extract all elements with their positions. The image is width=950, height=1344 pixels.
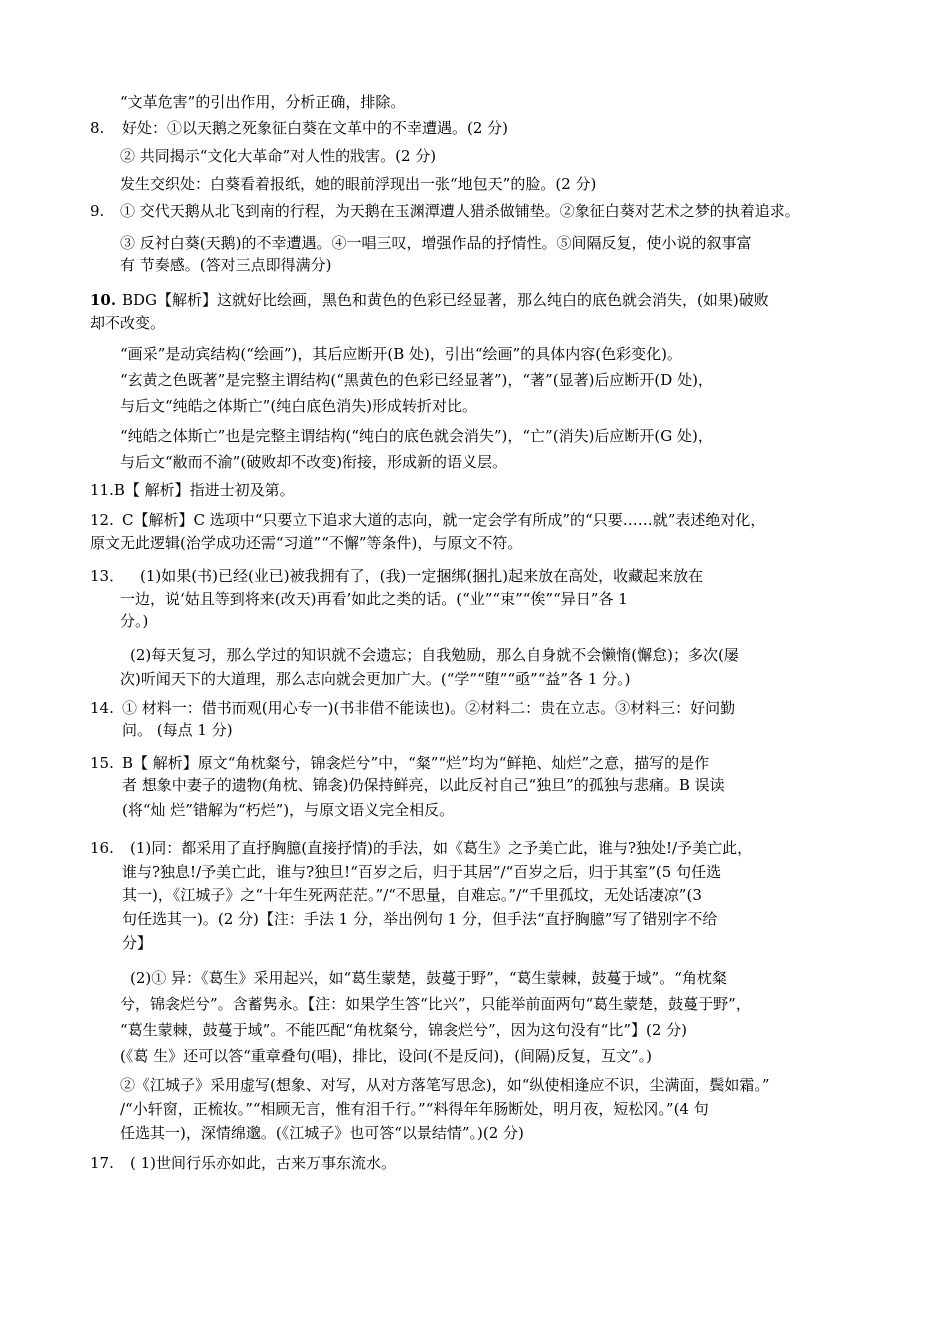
text-line: “葛生蒙棘，鼓蔓于域”。不能匹配“角枕粲兮，锦衾烂兮”，因为这句没有“比”】(2 分) — [120, 1021, 688, 1039]
text-line: (将“灿 烂”错解为“朽烂”)，与原文语义完全相反。 — [122, 801, 455, 819]
text-line: “画采”是动宾结构(“绘画”)，其后应断开(B 处)，引出“绘画”的具体内容(色彩变化)。 — [120, 345, 682, 363]
question-number: 8. — [90, 119, 105, 137]
text-line: 好处：①以天鹅之死象征白葵在文革中的不幸遭遇。(2 分) — [122, 119, 509, 137]
text-line: 其一)，《江城子》之“十年生死两茫茫。”/“不思量，自难忘。”/“千里孤坟，无处话凄凉”(3 — [122, 886, 702, 904]
text-line: ① 交代天鹅从北飞到南的行程，为天鹅在玉渊潭遭人猎杀做铺垫。②象征白葵对艺术之梦的执着追求。 — [120, 202, 800, 220]
text-line: 问。 (每点 1 分) — [122, 721, 233, 739]
question-number: 16. — [90, 839, 114, 857]
text-line: 兮，锦衾烂兮”。含蓄隽永。【注：如果学生答“比兴”，只能举前面两句“葛生蒙楚，鼓蔓于野”， — [120, 995, 751, 1013]
text-line: 有 节奏感。(答对三点即得满分) — [120, 256, 332, 274]
text-line: (2)每天复习，那么学过的知识就不会遗忘；自我勉励，那么自身就不会懒惰(懈怠)；多次(屡 — [130, 646, 739, 664]
text-line: 分。) — [120, 612, 149, 630]
text-line: ③ 反衬白葵(天鹅)的不幸遭遇。④一唱三叹，增强作品的抒情性。⑤间隔反复，使小说的叙事富 — [120, 234, 752, 252]
text-line: 原文无此逻辑(治学成功还需“习道”“不懈”等条件)，与原文不符。 — [90, 534, 523, 552]
text-line: 一边，说‘姑且等到将来(改天)再看’如此之类的话。(“业”“束”“俟”“异日”各 1 — [120, 590, 628, 608]
text-line: B【 解析】原文“角枕粲兮，锦衾烂兮”中，“粲”“烂”均为“鲜艳、灿烂”之意，描写的是作 — [122, 754, 710, 772]
text-line: (2)① 异：《葛生》采用起兴，如“葛生蒙楚，鼓蔓于野”，“葛生蒙棘，鼓蔓于域”。“角枕粲 — [130, 969, 727, 987]
text-line: (1)如果(书)已经(业已)被我拥有了，(我)一定捆绑(捆扎)起来放在高处，收藏起来放在 — [140, 567, 704, 585]
question-number: 14. — [90, 699, 114, 717]
text-line: 句任选其一)。(2 分)【注：手法 1 分，举出例句 1 分，但手法“直抒胸臆”写了错别字不给 — [122, 910, 718, 928]
text-line: 谁与?独息!/予美亡此，谁与?独旦!“百岁之后，归于其居”/“百岁之后，归于其室”(5 句任选 — [122, 863, 722, 881]
text-line: 次)听闻天下的大道理，那么志向就会更加广大。(“学”“堕”“亟”“益”各 1 分。) — [120, 670, 631, 688]
text-line: “纯皓之体斯亡”也是完整主谓结构(“纯白的底色就会消失”)，“亡”(消失)后应断开(G 处)， — [120, 427, 713, 445]
question-number: 17. — [90, 1154, 114, 1172]
question-number: 12. — [90, 511, 114, 529]
text-line: 者 想象中妻子的遗物(角枕、锦衾)仍保持鲜亮，以此反衬自己“独旦”的孤独与悲痛。B 误读 — [122, 776, 725, 794]
question-number: 13． — [90, 567, 125, 585]
text-line: C【解析】C 选项中“只要立下追求大道的志向，就一定会学有所成”的“只要……就”表述绝对化， — [122, 511, 766, 529]
text-line: 11.B【 解析】指进士初及第。 — [90, 481, 295, 499]
text-line: 任选其一)，深情绵邈。(《江城子》也可答“以景结情”。)(2 分) — [120, 1124, 524, 1142]
text-line: 发生交织处：白葵看着报纸，她的眼前浮现出一张“地包天”的脸。(2 分) — [120, 175, 597, 193]
question-number: 9. — [90, 202, 105, 220]
text-line: BDG【解析】这就好比绘画，黑色和黄色的色彩已经显著，那么纯白的底色就会消失，(如果)破败 — [122, 291, 769, 309]
text-line: 与后文“纯皓之体斯亡”(纯白底色消失)形成转折对比。 — [120, 397, 478, 415]
text-line: 分】 — [122, 934, 153, 952]
text-line: “玄黄之色既著”是完整主谓结构(“黑黄色的色彩已经显著”)，“著”(显著)后应断开(D 处)， — [120, 371, 713, 389]
text-line: ② 共同揭示“文化大革命”对人性的戕害。(2 分) — [120, 147, 437, 165]
text-line: “文革危害”的引出作用，分析正确，排除。 — [120, 93, 406, 111]
text-line: 却不改变。 — [90, 314, 166, 332]
text-line: ②《江城子》采用虚写(想象、对写，从对方落笔写思念)，如“纵使相逢应不识，尘满面，鬓如霜。” — [120, 1076, 770, 1094]
question-number: 15. — [90, 754, 114, 772]
text-line: (《葛 生》还可以答“重章叠句(唱)，排比，设问(不是反问)，(间隔)反复，互文”。) — [120, 1047, 652, 1065]
text-line: ① 材料一：借书而观(用心专一)(书非借不能读也)。②材料二：贵在立志。③材料三：好问勤 — [122, 699, 736, 717]
question-number: 10. — [90, 291, 117, 309]
text-line: ( 1)世间行乐亦如此，古来万事东流水。 — [130, 1154, 397, 1172]
text-line: 与后文“敝而不渝”(破败却不改变)衔接，形成新的语义层。 — [120, 453, 508, 471]
text-line: /“小轩窗，正梳妆。”“相顾无言，惟有泪千行。”“料得年年肠断处，明月夜，短松冈。”(4 句 — [120, 1100, 709, 1118]
text-line: (1)同：都采用了直抒胸臆(直接抒情)的手法，如《葛生》之予美亡此，谁与?独处!/予美亡此， — [130, 839, 753, 857]
